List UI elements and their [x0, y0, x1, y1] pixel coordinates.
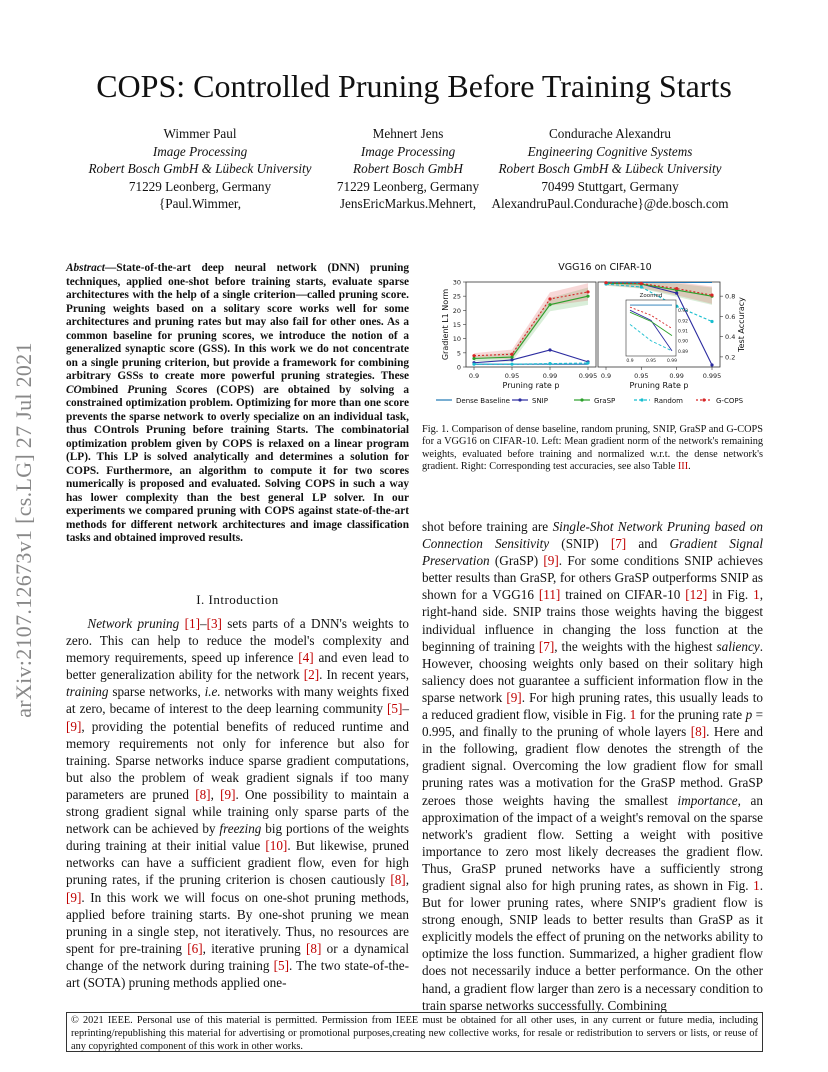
left-point-grasp	[472, 357, 475, 360]
right-point-g-cops	[710, 294, 713, 297]
left-point-g-cops	[586, 290, 589, 293]
citation-link[interactable]: [2]	[303, 667, 320, 683]
abstract-em: CO	[66, 383, 82, 396]
figure-ref-link[interactable]: 1	[753, 877, 760, 893]
left-ytick-label: 15	[452, 321, 461, 329]
legend-marker-snip	[518, 398, 521, 401]
left-ylabel: Gradient L1 Norm	[441, 288, 450, 361]
abstract-text: cores (COPS) are obtained by solving a constrained optimization problem. Optimizing for more than one score prevents the sparse network to overly specialize on an individual task, thus COntrols Pruning before training Starts. The combinatorial optimization problem given by COPS is relaxed on a linear program (LP). This LP is solved analytically and determines a solution for COPS. Furthermore, an algorithm to compute it for two scores numerically is proposed and evaluated. Solving COPS in such a way has lower complexity than the best general LP solver. In our experiments we compared pruning with COPS against state-of-the-art methods for different network architectures and image classification tasks and obtained improved results.	[66, 383, 409, 544]
intro-paragraph	[66, 615, 409, 991]
figure-title: VGG16 on CIFAR-10	[558, 262, 652, 273]
left-point-grasp	[586, 295, 589, 298]
left-xlabel: Pruning rate p	[502, 381, 560, 390]
body-text: (GraSP)	[489, 553, 544, 569]
intro-text: sets parts of a DNN's weights to zero. This can help to reduce the model's complexity and memory requirements, speed up inference	[66, 616, 410, 666]
left-point-grasp	[548, 303, 551, 306]
section-heading: I. Introduction	[196, 592, 279, 607]
intro-text: –	[402, 701, 409, 717]
author-addr: 71229 Leonberg, Germany	[128, 178, 272, 194]
citation-link[interactable]: [9]	[220, 786, 236, 802]
left-xtick-label: 0.9	[468, 372, 480, 380]
left-point-snip	[548, 348, 551, 351]
intro-text: –	[199, 616, 207, 631]
citation-link[interactable]: [8]	[306, 940, 322, 956]
right-point-g-cops	[675, 287, 678, 290]
caption-text: Fig. 1. Comparison of dense baseline, random pruning, SNIP, GraSP and G-COPS for a VGG16 on CIFAR-10. Left: Mean gradient norm of the network's remaining weights, evaluated before training and normalized w.r.t. the dense network's gradient. Right: Corresponding test accuracies, see also Table	[422, 424, 763, 473]
inset-xtick-label: 0.95	[645, 359, 657, 364]
left-xtick-label: 0.995	[578, 372, 598, 380]
intro-text: . In recent years,	[319, 667, 409, 683]
legend-label-g-cops: G-COPS	[716, 397, 744, 405]
left-band-g-cops	[474, 283, 588, 359]
body-text: Gradient Signal Preservation	[422, 536, 763, 569]
left-ytick-label: 10	[452, 335, 461, 344]
citation-link[interactable]: [12]	[685, 587, 708, 603]
author-dept: Engineering Cognitive Systems	[527, 143, 693, 159]
right-column-paragraph	[422, 518, 763, 1014]
legend-label-grasp: GraSP	[594, 397, 616, 405]
abstract-em: S	[176, 383, 183, 396]
intro-text: ,	[210, 786, 221, 802]
intro-text: . The two state-of-the-art (SOTA) pruning methods applied one-	[66, 957, 409, 990]
abstract-label: Abstract	[66, 262, 105, 274]
right-point-random	[640, 285, 643, 288]
citation-link[interactable]: [7]	[538, 638, 555, 654]
inset-ytick-label: 0.91	[678, 329, 689, 335]
legend-label-random: Random	[654, 397, 683, 405]
left-ytick-label: 0	[456, 363, 461, 372]
intro-text: training	[66, 684, 109, 700]
abstract	[66, 262, 409, 546]
left-point-grasp	[510, 355, 513, 358]
left-point-g-cops	[510, 353, 513, 356]
arxiv-stamp	[10, 300, 38, 760]
author-name: Wimmer Paul	[163, 126, 237, 141]
intro-text: networks with many weights fixed at zero, became of interest to the deep learning community	[66, 684, 409, 717]
citation-link[interactable]: [10]	[265, 838, 288, 854]
right-xtick-label: 0.99	[669, 372, 684, 380]
body-text: . For high pruning rates, this usually leads to a reduced gradient flow, visible in Fig.	[422, 689, 764, 723]
citation-link[interactable]: [5]	[387, 701, 403, 717]
right-xtick-label: 0.9	[600, 372, 612, 380]
legend-marker-random	[640, 398, 643, 401]
body-text: (SNIP)	[549, 536, 611, 552]
figure-1	[422, 272, 763, 412]
body-text: importance	[677, 792, 738, 808]
body-text: Single-Shot Network Pruning based on Connection Sensitivity	[422, 519, 764, 552]
body-text: in Fig.	[707, 587, 754, 603]
right-ylabel: Test Accuracy	[737, 297, 746, 352]
citation-link[interactable]: [6]	[187, 940, 203, 956]
citation-link[interactable]: [9]	[506, 689, 522, 705]
abstract-em: P	[127, 383, 135, 396]
author-org: Robert Bosch GmbH	[353, 161, 463, 176]
author-org: Robert Bosch GmbH & Lübeck University	[498, 161, 722, 176]
left-point-random	[548, 362, 551, 365]
citation-link[interactable]: [8]	[390, 872, 406, 888]
intro-text: freezing	[219, 821, 262, 837]
citation-link[interactable]: [9]	[543, 553, 559, 569]
body-text: , an approximation of the impact of a weight's removal on the sparse network's gradient flow. Setting a weight with positive importance to zero most likely decreases the gradient flow. Thus, GraSP pruned networks have a sufficiently strong gradient signal also for high pruning rates, as shown in Fig.	[422, 792, 763, 893]
body-text: trained on CIFAR-10	[560, 587, 686, 603]
left-point-random	[586, 361, 589, 364]
author-dept: Image Processing	[152, 143, 248, 159]
legend-label-dense-baseline: Dense Baseline	[456, 397, 510, 405]
left-ytick-label: 25	[452, 292, 461, 301]
abstract-text: mbined	[81, 383, 128, 396]
inset-ytick-label: 0.90	[678, 339, 689, 345]
figure-caption	[422, 424, 763, 474]
left-point-g-cops	[472, 354, 475, 357]
intro-text: big portions of the weights during training at their initial value	[66, 821, 409, 854]
body-text: . But for lower pruning rates, where SNIP's gradient flow is strong enough, SNIP leads to better results than GraSP as it explicitly models the effect of pruning on the networks ability to optimize the loss function. Summarized, a higher gradient flow does not necessarily induce a better performance. On the other hand, a gradient flow larger than zero is a necessary condition to train sparse networks successfully. Combining	[422, 877, 763, 1013]
intro-text: . One possibility to maintain a strong gradient signal while training only sparse parts of the network can be achieved by	[66, 786, 410, 837]
author-org: Robert Bosch GmbH & Lübeck University	[88, 161, 312, 176]
body-text: saliency	[716, 638, 760, 654]
inset-xtick-label: 0.99	[666, 359, 678, 364]
legend-marker-grasp	[580, 398, 583, 401]
author-block-3	[480, 125, 740, 213]
citation-link[interactable]: [4]	[298, 650, 314, 666]
intro-text: . But likewise, pruned networks can have a sufficient gradient flow, even for high pruning rates, if the pruning criterion is chosen cautiously	[66, 838, 409, 888]
right-point-snip	[675, 292, 678, 295]
body-text: . However, choosing weights only based on their solitary high saliency does not guarantee a sufficient information flow in the sparse network	[422, 638, 763, 705]
intro-text: sparse networks,	[108, 684, 205, 700]
intro-text: , providing the potential benefits of reduced runtime and memory requirements not only for inference but also for training. Sparse networks induce sparse gradient computations, but also the problem of weak gradient signals if too many parameters are pruned	[66, 718, 409, 802]
inset-label: Zoomed	[639, 293, 663, 299]
right-point-random	[710, 320, 713, 323]
right-xlabel: Pruning Rate p	[629, 381, 689, 390]
author-name: Condurache Alexandru	[549, 126, 671, 141]
right-point-g-cops	[640, 282, 643, 285]
body-text: . For some conditions SNIP achieves better results than GraSP, for others GraSP outperforms SNIP as shown for a VGG16	[422, 553, 763, 603]
author-email: AlexandruPaul.Condurache}@de.bosch.com	[491, 196, 729, 211]
author-addr: 70499 Stuttgart, Germany	[541, 178, 679, 194]
right-point-snip	[710, 363, 713, 366]
arxiv-id: arXiv:2107.12673v1 [cs.LG] 27 Jul 2021	[11, 342, 36, 718]
right-xtick-label: 0.95	[634, 372, 649, 380]
citation-link[interactable]: [1]	[184, 616, 200, 631]
inset-ytick-label: 0.93	[678, 309, 689, 315]
citation-link[interactable]: [7]	[610, 536, 627, 552]
citation-link[interactable]: [8]	[195, 786, 211, 802]
citation-link[interactable]: [9]	[66, 889, 82, 905]
left-xtick-label: 0.95	[504, 372, 520, 380]
intro-text: or a dynamical change of the network during training	[66, 940, 409, 973]
right-xtick-label: 0.995	[702, 372, 722, 380]
legend-label-snip: SNIP	[532, 397, 548, 405]
citation-link[interactable]: [9]	[66, 718, 82, 734]
body-text: for the pruning rate	[636, 707, 746, 723]
figure-ref-link[interactable]: 1	[629, 707, 637, 723]
intro-text: . In this work we will focus on one-shot pruning methods, applied before training starts. By one-shot pruning we mean pruning in a single step, not iteratively. Thus, no resources are spent for pre-training	[66, 889, 409, 956]
inset-ytick-label: 0.89	[678, 349, 689, 355]
table-ref-link[interactable]: III	[677, 461, 689, 473]
inset-ytick-label: 0.92	[678, 319, 689, 325]
left-ytick-label: 5	[456, 349, 461, 358]
abstract-text: —State-of-the-art deep neural network (DNN) pruning techniques, applied one-shot before training starts, evaluate sparse architectures with the help of a single criterion—called pruning score. Pruning weights based on a solitary score works well for some architectures and pruning rates but may also fail for other ones. As a common baseline for pruning scores, we introduce the notion of a generalized synaptic score (GSS). In this work we do not concentrate on a single pruning criterion, but provide a framework for combining arbitrary GSSs to create more powerful pruning strategies. These	[66, 262, 409, 382]
right-ytick-label: 0.6	[725, 312, 736, 321]
intro-text: , iterative pruning	[202, 940, 307, 956]
left-point-random	[510, 363, 513, 366]
copyright-notice: © 2021 IEEE. Personal use of this material is permitted. Permission from IEEE must be obtained for all other uses, in any current or future media, including reprinting/republishing this material for advertising or promotional purposes,creating new collective works, for resale or redistribution to servers or lists, or reuse of any copyrighted component of this work in other works.	[66, 1012, 763, 1052]
citation-link[interactable]: [11]	[538, 587, 561, 603]
intro-text: i.e.	[204, 684, 221, 700]
right-ytick-label: 0.4	[725, 333, 736, 342]
left-point-g-cops	[548, 297, 551, 300]
abstract-text: runing	[134, 383, 177, 396]
author-dept: Image Processing	[360, 143, 456, 159]
body-text: , the weights with the highest	[554, 638, 717, 654]
body-text: . Here and in the following, gradient flow denotes the strength of the gradient signal. Overcoming the low gradient flow for small pruning rates was a motivation for the GraSP method. GraSP zeroes those weights having the smallest	[422, 724, 763, 808]
citation-link[interactable]: [8]	[690, 724, 707, 740]
body-text: and	[626, 536, 670, 552]
intro-text: ,	[405, 872, 409, 888]
right-ytick-label: 0.8	[725, 292, 736, 301]
right-point-g-cops	[604, 281, 607, 284]
intro-text: and even lead to better generalization ability for the network	[66, 650, 409, 683]
intro-text: Network pruning	[87, 616, 180, 631]
legend-marker-g-cops	[702, 398, 705, 401]
left-ytick-label: 20	[452, 306, 461, 315]
body-text: , right-hand side. SNIP trains those weights having the biggest individual influence in changing the loss function at the beginning of training	[422, 587, 763, 654]
body-text: p	[745, 707, 753, 723]
author-email: {Paul.Wimmer,	[158, 196, 242, 211]
right-ytick-label: 0.2	[725, 353, 736, 362]
inset-frame	[626, 300, 676, 356]
left-point-snip	[510, 358, 513, 361]
left-ytick-label: 30	[452, 278, 461, 287]
author-addr: 71229 Leonberg, Germany	[336, 178, 480, 194]
body-text: = 0.995, and finally to the pruning of whole layers	[422, 707, 764, 740]
author-name: Mehnert Jens	[372, 126, 444, 141]
citation-link[interactable]: [3]	[206, 616, 222, 631]
inset-xtick-label: 0.9	[626, 359, 634, 364]
left-point-random	[472, 363, 475, 366]
paper-title: COPS: Controlled Pruning Before Training Starts	[96, 68, 732, 104]
figure-ref-link[interactable]: 1	[753, 587, 760, 603]
body-text: shot before training are	[422, 519, 553, 534]
left-xtick-label: 0.99	[542, 372, 558, 380]
author-email: JensEricMarkus.Mehnert,	[339, 196, 477, 211]
caption-text: .	[688, 461, 691, 473]
citation-link[interactable]: [5]	[273, 957, 289, 973]
